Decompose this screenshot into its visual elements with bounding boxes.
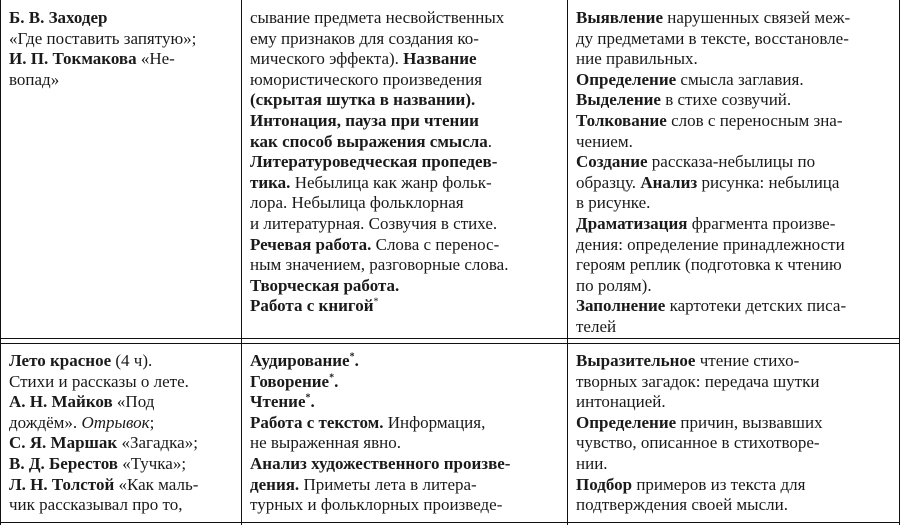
text-span: ным значением, разговорные слова. (250, 255, 509, 275)
text-span: Подбор (576, 474, 633, 494)
text-span: Выявление (576, 8, 663, 27)
text-line (9, 392, 237, 413)
text-line (250, 29, 564, 50)
text-line (576, 152, 896, 173)
text-line (576, 193, 896, 214)
text-span: Анализ художественного произве- (250, 453, 511, 473)
text-span: Анализ (640, 172, 698, 192)
text-line (576, 29, 896, 50)
text-span: по ролям). (576, 275, 652, 295)
text-span: Определение (576, 412, 677, 432)
text-span: Речевая работа. (250, 234, 372, 254)
text-span: Литературоведческая пропедев- (250, 152, 498, 172)
row1-col1-cell (9, 8, 237, 90)
text-span: И. П. Токмакова (9, 49, 137, 69)
text-line (250, 132, 564, 153)
text-span: ему признаков для создания ко- (250, 28, 479, 48)
text-line (250, 49, 564, 70)
text-span: тика. (250, 172, 291, 192)
text-span: Творческая работа. (250, 275, 400, 295)
row2-col2-cell (250, 351, 564, 516)
text-span: А. Н. Майков (9, 392, 113, 412)
text-span: «Как маль- (114, 474, 199, 494)
text-span: примеров из текста для (632, 474, 806, 494)
text-line (250, 193, 564, 214)
text-line (576, 433, 896, 454)
row2-col1-cell (9, 351, 237, 516)
text-span: Толкование (576, 110, 667, 130)
text-line (250, 111, 564, 132)
text-span: нарушенных связей меж- (662, 8, 851, 27)
text-line (9, 49, 237, 70)
text-span: слов с переносным зна- (666, 110, 843, 130)
text-span: вопад» (9, 69, 60, 89)
text-line (250, 454, 564, 475)
text-span: сывание предмета несвойственных (250, 8, 505, 27)
text-line (9, 372, 237, 393)
text-span: Выразительное (576, 351, 696, 370)
text-span: в стихе созвучий. (660, 90, 792, 110)
text-span: «Загадка»; (117, 433, 198, 453)
text-span: «Не- (136, 49, 175, 69)
text-span: * (349, 351, 355, 363)
text-line (576, 372, 896, 393)
text-span: Работа с текстом. (250, 412, 384, 432)
text-line (576, 475, 896, 496)
text-line (9, 475, 237, 496)
text-span: дождём». (9, 412, 82, 432)
text-line (576, 49, 896, 70)
text-span: «Под (112, 392, 155, 412)
text-span: «Тучка»; (117, 453, 187, 473)
text-span: Создание (576, 152, 648, 172)
text-span: * (329, 371, 335, 383)
text-line (250, 372, 564, 393)
text-span: картотеки детских писа- (665, 296, 847, 316)
text-span: интонацией. (576, 392, 666, 412)
text-span: Название (403, 49, 477, 69)
text-line (250, 392, 564, 413)
text-span: чением. (576, 131, 633, 151)
text-line (250, 296, 564, 317)
text-span: Стихи и рассказы о лете. (9, 371, 189, 391)
text-line (576, 351, 896, 372)
text-span: и литературная. Созвучия в стихе. (250, 213, 498, 233)
text-span: (4 ч). (111, 351, 153, 370)
text-span: в рисунке. (576, 193, 651, 213)
text-line (576, 8, 896, 29)
text-line (250, 173, 564, 194)
text-span: «Где поставить запятую»; (9, 28, 197, 48)
text-span: героям реплик (подготовка к чтению (576, 255, 842, 275)
text-span: Заполнение (576, 296, 666, 316)
text-line (576, 132, 896, 153)
text-span: Чтение (250, 392, 306, 412)
text-line (250, 8, 564, 29)
text-span: рассказа-небылицы по (647, 152, 816, 172)
text-line (576, 276, 896, 297)
text-span: чтение стихо- (695, 351, 800, 370)
text-span: подтверждения своей мысли. (576, 495, 788, 515)
text-span: дения. (250, 474, 300, 494)
row1-col2-cell (250, 8, 564, 317)
text-span: Говорение (250, 371, 330, 391)
text-span: чувство, описанное в стихотворе- (576, 433, 820, 453)
text-line (9, 351, 237, 372)
text-line (576, 495, 896, 516)
text-line (9, 70, 237, 91)
text-line (576, 413, 896, 434)
table-border-left (0, 0, 1, 525)
text-span: Аудирование (250, 351, 350, 370)
text-span: рисунка: небылица (697, 172, 840, 192)
text-line (9, 495, 237, 516)
text-span: смысла заглавия. (676, 69, 804, 89)
text-line (576, 235, 896, 256)
text-line (9, 433, 237, 454)
text-span: не выраженная явно. (250, 433, 401, 453)
text-span: (скрытая шутка в названии). (250, 90, 476, 110)
row2-col3-cell (576, 351, 896, 516)
row-divider-top (0, 338, 900, 339)
text-line (250, 433, 564, 454)
text-line (576, 454, 896, 475)
text-span: ; (149, 412, 155, 432)
text-line (250, 495, 564, 516)
text-span: Б. В. Заходер (9, 8, 108, 27)
text-line (576, 317, 896, 338)
text-span: В. Д. Берестов (9, 453, 118, 473)
text-line (9, 8, 237, 29)
text-line (250, 475, 564, 496)
text-span: Лето красное (9, 351, 112, 370)
text-line (250, 235, 564, 256)
text-span: лора. Небылица фольклорная (250, 193, 464, 213)
text-span: *. (349, 351, 359, 370)
footnote-star: * (373, 296, 379, 308)
text-span: нии. (576, 453, 608, 473)
row1-col3-cell (576, 8, 896, 338)
text-span: Работа с книгой (250, 296, 374, 316)
text-span: турных и фольклорных произведе- (250, 495, 503, 515)
text-span: *. (329, 371, 339, 391)
text-span: образцу. (576, 172, 641, 192)
text-span: Небылица как жанр фольк- (290, 172, 492, 192)
text-span: как способ выражения смысла (250, 131, 488, 151)
row-divider-bottom (0, 343, 900, 344)
text-line (250, 70, 564, 91)
column-divider-2 (567, 0, 568, 525)
text-span: * (305, 392, 311, 404)
table-border-bottom (0, 522, 900, 523)
text-span: телей (576, 316, 617, 336)
text-span: мического эффекта). (250, 49, 404, 69)
text-line (576, 392, 896, 413)
text-line (576, 70, 896, 91)
text-line (250, 255, 564, 276)
text-line (576, 214, 896, 235)
text-line (9, 29, 237, 50)
text-line (576, 255, 896, 276)
text-span: Слова с перенос- (371, 234, 500, 254)
text-span: *. (305, 392, 315, 412)
text-span: чик рассказывал про то, (9, 495, 183, 515)
text-span: юмористического произведения (250, 69, 483, 89)
text-line (576, 296, 896, 317)
text-span: Интонация, пауза при чтении (250, 110, 479, 130)
text-line (250, 90, 564, 111)
text-span: Выделение (576, 90, 661, 110)
text-span: ние правильных. (576, 49, 698, 69)
text-line (9, 454, 237, 475)
text-span: . (487, 131, 493, 151)
column-divider-1 (241, 0, 242, 525)
text-line (9, 413, 237, 434)
text-span: Отрывок (81, 412, 150, 432)
text-span: Определение (576, 69, 677, 89)
text-span: Л. Н. Толстой (9, 474, 115, 494)
text-line (250, 276, 564, 297)
text-line (250, 351, 564, 372)
text-span: Информация, (383, 412, 486, 432)
text-span: Приметы лета в литера- (299, 474, 477, 494)
text-line (576, 173, 896, 194)
text-span: дения: определение принадлежности (576, 234, 845, 254)
text-line (250, 152, 564, 173)
text-line (576, 90, 896, 111)
text-span: фрагмента произве- (687, 213, 836, 233)
text-line (250, 214, 564, 235)
text-span: ду предметами в тексте, восстановле- (576, 28, 849, 48)
text-line (576, 111, 896, 132)
text-span: творных загадок: передача шутки (576, 371, 820, 391)
text-span: причин, вызвавших (676, 412, 823, 432)
text-span: Драматизация (576, 213, 688, 233)
text-line (250, 413, 564, 434)
text-span: С. Я. Маршак (9, 433, 118, 453)
